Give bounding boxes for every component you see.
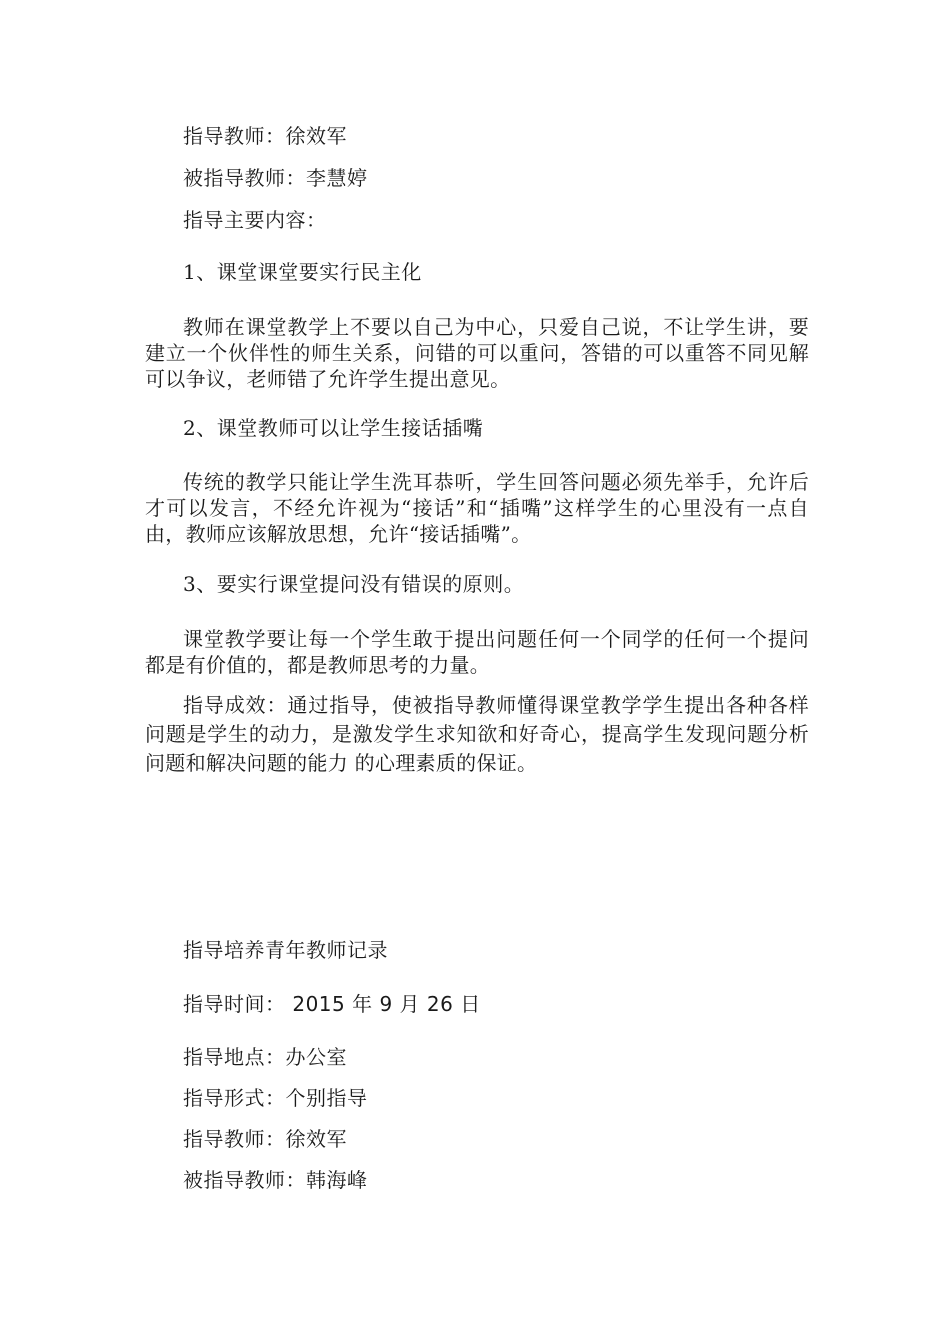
point1-paragraph: 教师在课堂教学上不要以自己为中心，只爱自己说，不让学生讲，要建立一个伙伴性的师生关系，问错的可以重问，答错的可以重答不同见解可以争议，老师错了允许学生提出意见。 <box>145 315 809 391</box>
mentee-line: 被指导教师：李慧婷 <box>183 166 368 190</box>
record-title: 指导培养青年教师记录 <box>183 938 388 962</box>
point2-paragraph: 传统的教学只能让学生洗耳恭听，学生回答问题必须先举手，允许后才可以发言，不经允许视为“接话”和“插嘴”这样学生的心里没有一点自由，教师应该解放思想，允许“接话插嘴”。 <box>145 470 809 546</box>
teacher-line-2: 指导教师：徐效军 <box>183 1127 347 1151</box>
time-label: 指导时间： <box>183 992 286 1016</box>
point3-title: 3、要实行课堂提问没有错误的原则。 <box>183 572 525 596</box>
time-line <box>183 991 481 1017</box>
point3-paragraph: 课堂教学要让每一个学生敢于提出问题任何一个同学的任何一个提问都是有价值的，都是教师思考的力量。 <box>145 627 809 677</box>
point2-title: 2、课堂教师可以让学生接话插嘴 <box>183 416 484 440</box>
place-line: 指导地点：办公室 <box>183 1045 347 1069</box>
content-label: 指导主要内容： <box>183 208 327 232</box>
teacher-line: 指导教师：徐效军 <box>183 124 347 148</box>
point1-title: 1、课堂课堂要实行民主化 <box>183 260 422 284</box>
time-value: 2015 年 9 月 26 日 <box>292 992 481 1016</box>
form-line: 指导形式：个别指导 <box>183 1086 368 1110</box>
mentee-line-2: 被指导教师：韩海峰 <box>183 1168 368 1192</box>
effect-paragraph: 指导成效：通过指导，使被指导教师懂得课堂教学学生提出各种各样问题是学生的动力，是激发学生求知欲和好奇心，提高学生发现问题分析问题和解决问题的能力 的心理素质的保证。 <box>145 693 809 775</box>
